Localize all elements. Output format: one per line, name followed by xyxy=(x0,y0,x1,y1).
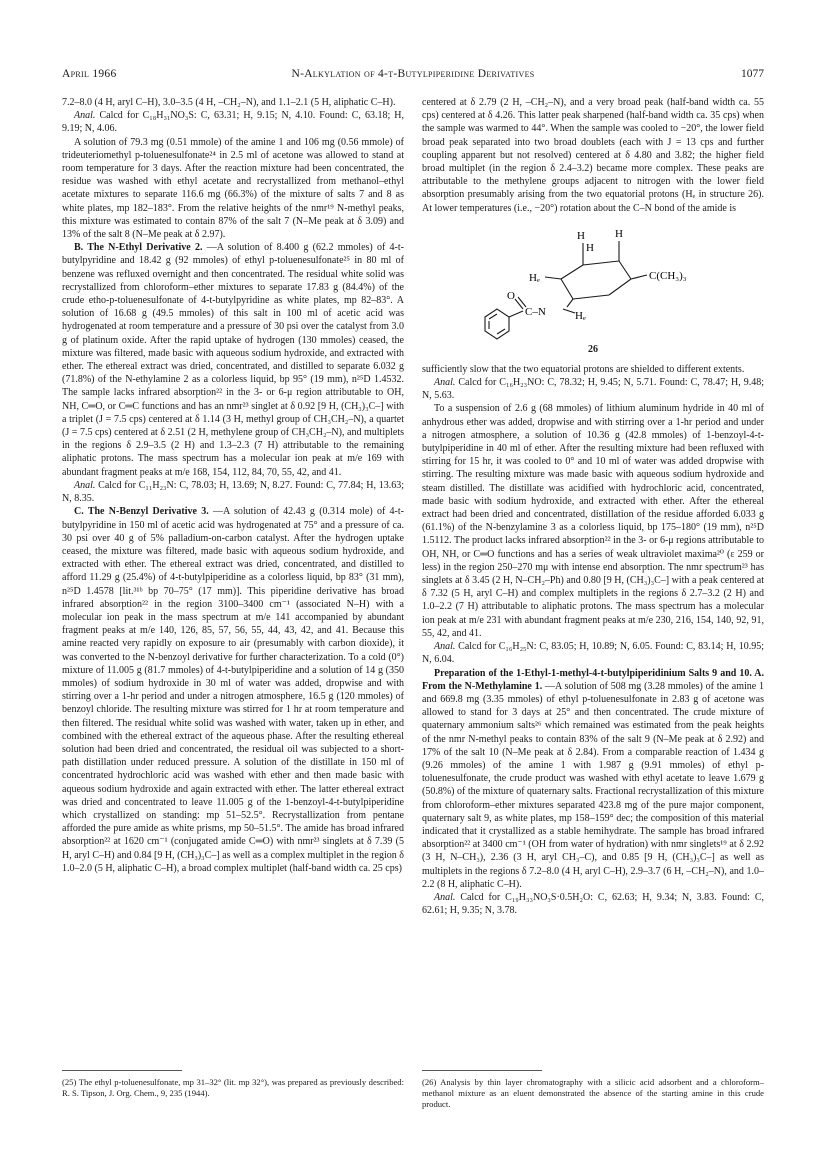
section-heading: B. The N-Ethyl Derivative 2. xyxy=(74,242,203,254)
atom-oxygen: O xyxy=(507,289,515,302)
atom-he-bottom: Hₑ xyxy=(575,309,586,322)
footnote-25: (25) The ethyl p-toluenesulfonate, mp 31–32° (lit. mp 32°), was prepared as previously described: R. S. Tipson, J. Org. Chem., 9, 235 (1944). xyxy=(62,1077,404,1098)
atom-h-top-left: H xyxy=(577,229,585,242)
paragraph-text: Calcd for C₁₆H₂₃NO: C, 78.32; H, 9.45; N, 5.71. Found: C, 78.47; H, 9.48; N, 5.63. xyxy=(422,377,764,402)
footnote-right xyxy=(422,1070,764,1110)
analysis-label: Anal. xyxy=(434,891,456,903)
right-column-bottom xyxy=(422,363,764,918)
structure-number: 26 xyxy=(588,343,598,355)
right-column-bottom-paragraph xyxy=(422,363,764,376)
paragraph-text: —A solution of 508 mg (3.28 mmoles) of the amine 1 and 669.8 mg (3.35 mmoles) of ethyl p-toluenesulfonate in 2.83 g of acetone was allowed to stand for 3 days at 25° and then concentrated. The crude mixture of quaternary ammonium salts²⁶ which remained was estimated from the peak heights of the nmr N-methyl peaks to contain 83% of the salt 9 (N–Me peak at δ 2.92) and 17% of the salt 10 (N–Me peak at δ 2.84). From a comparable reaction of 1.434 g (9.26 mmoles) of the amine 1 with 1.987 g (9.91 mmoles) of ethyl p-toluenesulfonate, the crude product was washed with ethyl acetate to leave 1.679 g (50.8%) of the mixture of quaternary salts. Fractional recrystallization of this mixture from chloroform–ether mixtures separated 423.8 mg of the pure major component, quaternary salt 9, as white plates, mp 158–159° dec; the composition of this material indicated that it crystallized as a stable hemihydrate. The sample has broad infrared absorption²² at 3400 cm⁻¹ (OH from water of hydration) with nmr singlets¹⁹ at δ 2.92 (3 H, N–CH₃), 2.36 (3 H, aryl CH₃–C), and 0.85 [9 H, (CH₃)₃C–] as well as multiplets in the regions δ 7.2–8.0 (4 H, aryl C–H), 2.9–3.7 (6 H, –CH₂–N), and 1.0–2.2 (8 H, aliphatic C–H). xyxy=(422,680,765,890)
left-column-paragraph xyxy=(62,479,404,505)
paragraph-text: Calcd for C₁₆H₂₅N: C, 83.05; H, 10.89; N, 6.05. Found: C, 83.14; H, 10.95; N, 6.04. xyxy=(422,641,765,666)
header-title: N-Alkylation of 4-t-Butylpiperidine Derivatives xyxy=(291,68,535,80)
atom-carbon-nitrogen: C–N xyxy=(525,305,546,318)
chemical-structure-26 xyxy=(422,221,764,359)
header-date: April 1966 xyxy=(62,68,117,80)
structure-drawing xyxy=(463,221,723,345)
right-column-bottom-paragraph xyxy=(422,376,764,402)
right-column xyxy=(422,96,764,1056)
footnote-rule-left xyxy=(62,1070,182,1071)
paragraph-text: To a suspension of 2.6 g (68 mmoles) of lithium aluminum hydride in 40 ml of anhydrous ether was added, dropwise and with stirring over a 1-hr period and under a nitrogen atmosphere, a solution of 10.36 g (42.8 mmoles) of 1-benzoyl-4-t-butylpiperidine in 40 ml of ether. After the resulting mixture had been refluxed with stirring for 15 hr, it was cooled to 0° and 10 ml of water was added dropwise with stirring. The resulting mixture was made basic with aqueous sodium hydroxide and steam distilled. The distillate was acidified with hydrochloric acid, concentrated, made basic with sodium hydroxide, and extracted with ether. After the ethereal extract had been dried and concentrated, distillation of the residue afforded 6.033 g (61.1%) of the N-benzylamine 3 as a colorless liquid, bp 175–180° (19 mm), n²⁵D 1.5112. The product lacks infrared absorption²² in the 3- or 6-μ regions attributable to OH, NH, or C═O functions and has a series of weak ultraviolet maxima²⁰ (ε 259 or less) in the region 250–270 mμ with intense end absorption. The nmr spectrum²³ has singlets at δ 3.45 (2 H, N–CH₂–Ph) and 0.80 [9 H, (CH₃)₃C–] with a peak centered at δ 7.32 (5 H, aryl C–H) and complex multiplets in the regions δ 2.7–3.2 (2 H) and 1.0–2.2 (7 H) attributable to aliphatic protons. The mass spectrum has a molecular ion peak at m/e 231 with abundant fragment peaks at m/e 230, 216, 154, 140, 92, 91, 55, 42, and 41. xyxy=(422,403,764,639)
left-column-paragraph xyxy=(62,109,404,135)
left-column-paragraph xyxy=(62,241,404,479)
footnote-26: (26) Analysis by thin layer chromatography with a silicic acid adsorbent and a chloroform–methanol mixture as an eluent demonstrated the absence of the starting amine in this crude product. xyxy=(422,1077,764,1109)
section-heading: Preparation of the 1-Ethyl-1-methyl-4-t-butylpiperidinium Salts 9 and 10. A. From the N-Methylamine 1. xyxy=(422,667,764,692)
right-column-bottom-paragraph xyxy=(422,667,764,891)
paragraph-text: —A solution of 42.43 g (0.314 mole) of 4-t-butylpyridine in 150 ml of acetic acid was hydrogenated at 75° and a pressure of ca. 30 psi over 40 g of 5% palladium-on-carbon catalyst. After the hydrogen uptake ceased, the mixture was filtered, made basic with aqueous sodium hydroxide, and extracted with ether. The ethereal extract was dried, concentrated, and distilled to afford 11.29 g (25.4%) of 4-t-butylpiperidine as a colorless liquid, bp 83° (31 mm), n²⁵D 1.4578 [lit.³¹ᵇ bp 70–75° (17 mm)]. This piperidine derivative has broad infrared absorption²² in the region 3100–3400 cm⁻¹ (associated N–H) with a molecular ion peak in the mass spectrum at m/e 141 accompanied by abundant fragment peaks at m/e 140, 126, 85, 57, 56, 55, 44, 43, 42, and 41. Because this amine reacted very rapidly on exposure to air (presumably with carbon dioxide), it was converted to the N-benzoyl derivative for further characterization. To a cold (0°) mixture of 11.005 g (81.7 mmoles) of 4-t-butylpiperidine and a solution of 14 g (350 mmoles) of sodium hydroxide in 30 ml of water was added, dropwise and with stirring over a 1-hr period and under a nitrogen atmosphere, 16.5 g (120 mmoles) of benzoyl chloride. The resulting mixture was stirred for 1 hr at room temperature and then filtered. The residual white solid was washed with water, taken up in ether, and combined with the ethereal extract of the aqueous phase. After the resulting ethereal solution had been dried and concentrated, the residual oil was subjected to a short-path distillation under reduced pressure. A solution of the distillate in 150 ml of concentrated hydrochloric acid was washed with ether and then made basic with aqueous sodium hydroxide and again extracted with ether. The latter ethereal extract was dried and concentrated to leave 11.005 g of the 1-benzoyl-4-t-butylpiperidine which crystallized on standing: mp 51–52.5°. Recrystallization from pentane afforded the pure amide as white prisms, mp 50–51.5°. The amide has broad infrared absorption²² at 1620 cm⁻¹ (conjugated amide C═O) with nmr²³ singlets at δ 7.39 (5 H, aryl C–H) and 0.84 [9 H, (CH₃)₃C–] as well as a complex multiplet in the region δ 1.0–2.0 (5 H, aliphatic C–H), a broad complex multiplet (half-band width ca. 25 cps) xyxy=(62,506,404,874)
atom-h-axial: H xyxy=(586,241,594,254)
analysis-label: Anal. xyxy=(434,377,456,389)
left-column-paragraph xyxy=(62,505,404,875)
paragraph-text: Calcd for C₁₈H₃₁NO₃S: C, 63.31; H, 9.15; N, 4.10. Found: C, 63.18; H, 9.19; N, 4.06. xyxy=(62,110,405,135)
running-header xyxy=(62,68,764,84)
right-column-bottom-paragraph xyxy=(422,891,764,917)
paragraph-text: Calcd for C₁₉H₃₃NO₃S·0.5H₂O: C, 62.63; H, 9.34; N, 3.83. Found: C, 62.61; H, 9.35; N, 3.78. xyxy=(422,891,765,917)
analysis-label: Anal. xyxy=(74,479,96,491)
paragraph-text: Calcd for C₁₁H₂₃N: C, 78.03; H, 13.69; N, 8.27. Found: C, 77.84; H, 13.63; N, 8.35. xyxy=(62,479,405,505)
right-column-bottom-paragraph xyxy=(422,640,764,666)
footnote-rule-right xyxy=(422,1070,542,1071)
atom-he-left: Hₑ xyxy=(529,271,540,284)
analysis-label: Anal. xyxy=(74,110,96,122)
paragraph-text: A solution of 79.3 mg (0.51 mmole) of the amine 1 and 106 mg (0.56 mmole) of trideuteriomethyl p-toluenesulfonate²⁴ in 2.5 ml of acetone was allowed to stand at room temperature for 3 days. After the reaction mixture had been concentrated, the residue was washed with ethyl acetate and recrystallized from methanol–ethyl acetate mixtures to separate 116.6 mg (66.3%) of the mixture of salts 7 and 8 as white plates, mp 182–183°. From the relative heights of the nmr¹⁹ N-methyl peaks, this mixture was estimated to contain 87% of the salt 7 (N–Me peak at δ 3.09) and 13% of the salt 8 (N–Me peak at δ 2.97). xyxy=(62,136,404,241)
paragraph-text: sufficiently slow that the two equatorial protons are shielded to different extents. xyxy=(422,363,745,375)
atom-h-top-right: H xyxy=(615,227,623,240)
right-column-bottom-paragraph xyxy=(422,402,764,640)
footnote-left xyxy=(62,1070,404,1099)
left-column-paragraph xyxy=(62,96,404,109)
right-column-top-paragraph xyxy=(422,96,764,215)
page-number: 1077 xyxy=(741,68,764,80)
paragraph-text: —A solution of 8.400 g (62.2 mmoles) of 4-t-butylpyridine and 18.42 g (92 mmoles) of ethyl p-toluenesulfonate²⁵ in 80 ml of benzene was refluxed overnight and then concentrated. The residual white solid was recrystallized from chloroform–ether mixtures to separate 17.83 g (84.4%) of the crude etho-p-toluenesulfonate of 4-t-butylpyridine as white plates, mp 82–83°. A solution of 16.68 g (49.5 mmoles) of this salt in 100 ml of acetic acid was hydrogenated at room temperature and a pressure of 30 psi over the catalyst from 3.0 g of platinum oxide. After the rapid uptake of hydrogen (130 mmoles) ceased, the mixture was filtered, made basic with aqueous sodium hydroxide, and extracted with ether. The ethereal extract was dried, concentrated, and distilled to separate 6.032 g (71.8%) of the N-ethylamine 2 as a colorless liquid, bp 95° (19 mm), n²⁵D 1.4532. The sample lacks infrared absorption²² in the 3- or 6-μ region attributable to OH, NH, C═O, or C═C functions and has an nmr²³ singlet at δ 0.92 [9 H, (CH₃)₃C–] with a triplet (J = 7.5 cps) centered at δ 1.14 (3 H, methyl group of CH₃CH₂–N), a quartet (J = 7.5 cps) centered at δ 2.51 (2 H, methylene group of CH₃CH₂–N), and multiplets in the regions δ 2.9–3.5 (2 H) and 1.3–2.3 (7 H) attributable to the remaining aliphatic protons. The mass spectrum has a molecular ion peak at m/e 169 with abundant fragment peaks at m/e 168, 154, 112, 84, 70, 55, 42, and 41. xyxy=(62,242,405,478)
paragraph-text: centered at δ 2.79 (2 H, –CH₂–N), and a very broad peak (half-band width ca. 55 cps) centered at δ 4.26. This latter peak sharpened (half-band width ca. 35 cps) when the sample was warmed to 44°. When the sample was cooled to −20°, the lower field broad peak separated into two broad doublets (each with J = 13 cps and further coupling apparent but not resolved) centered at δ 4.80 and 3.82; the higher field broad multiplet (in the region δ 2.4–3.2) became more complex. These peaks are attributable to the methylene groups adjacent to nitrogen with the lower field absorption presumably arising from the two equatorial protons (Hₑ in structure 26). At lower temperatures (i.e., −20°) rotation about the C–N bond of the amide is xyxy=(422,97,764,214)
analysis-label: Anal. xyxy=(434,641,456,653)
left-column xyxy=(62,96,404,1056)
paragraph-text: 7.2–8.0 (4 H, aryl C–H), 3.0–3.5 (4 H, –CH₂–N), and 1.1–2.1 (5 H, aliphatic C–H). xyxy=(62,97,396,108)
right-column-top xyxy=(422,96,764,215)
left-column-paragraph xyxy=(62,136,404,242)
section-heading: C. The N-Benzyl Derivative 3. xyxy=(74,506,209,518)
atom-tert-butyl: C(CH₃)₃ xyxy=(649,269,687,282)
